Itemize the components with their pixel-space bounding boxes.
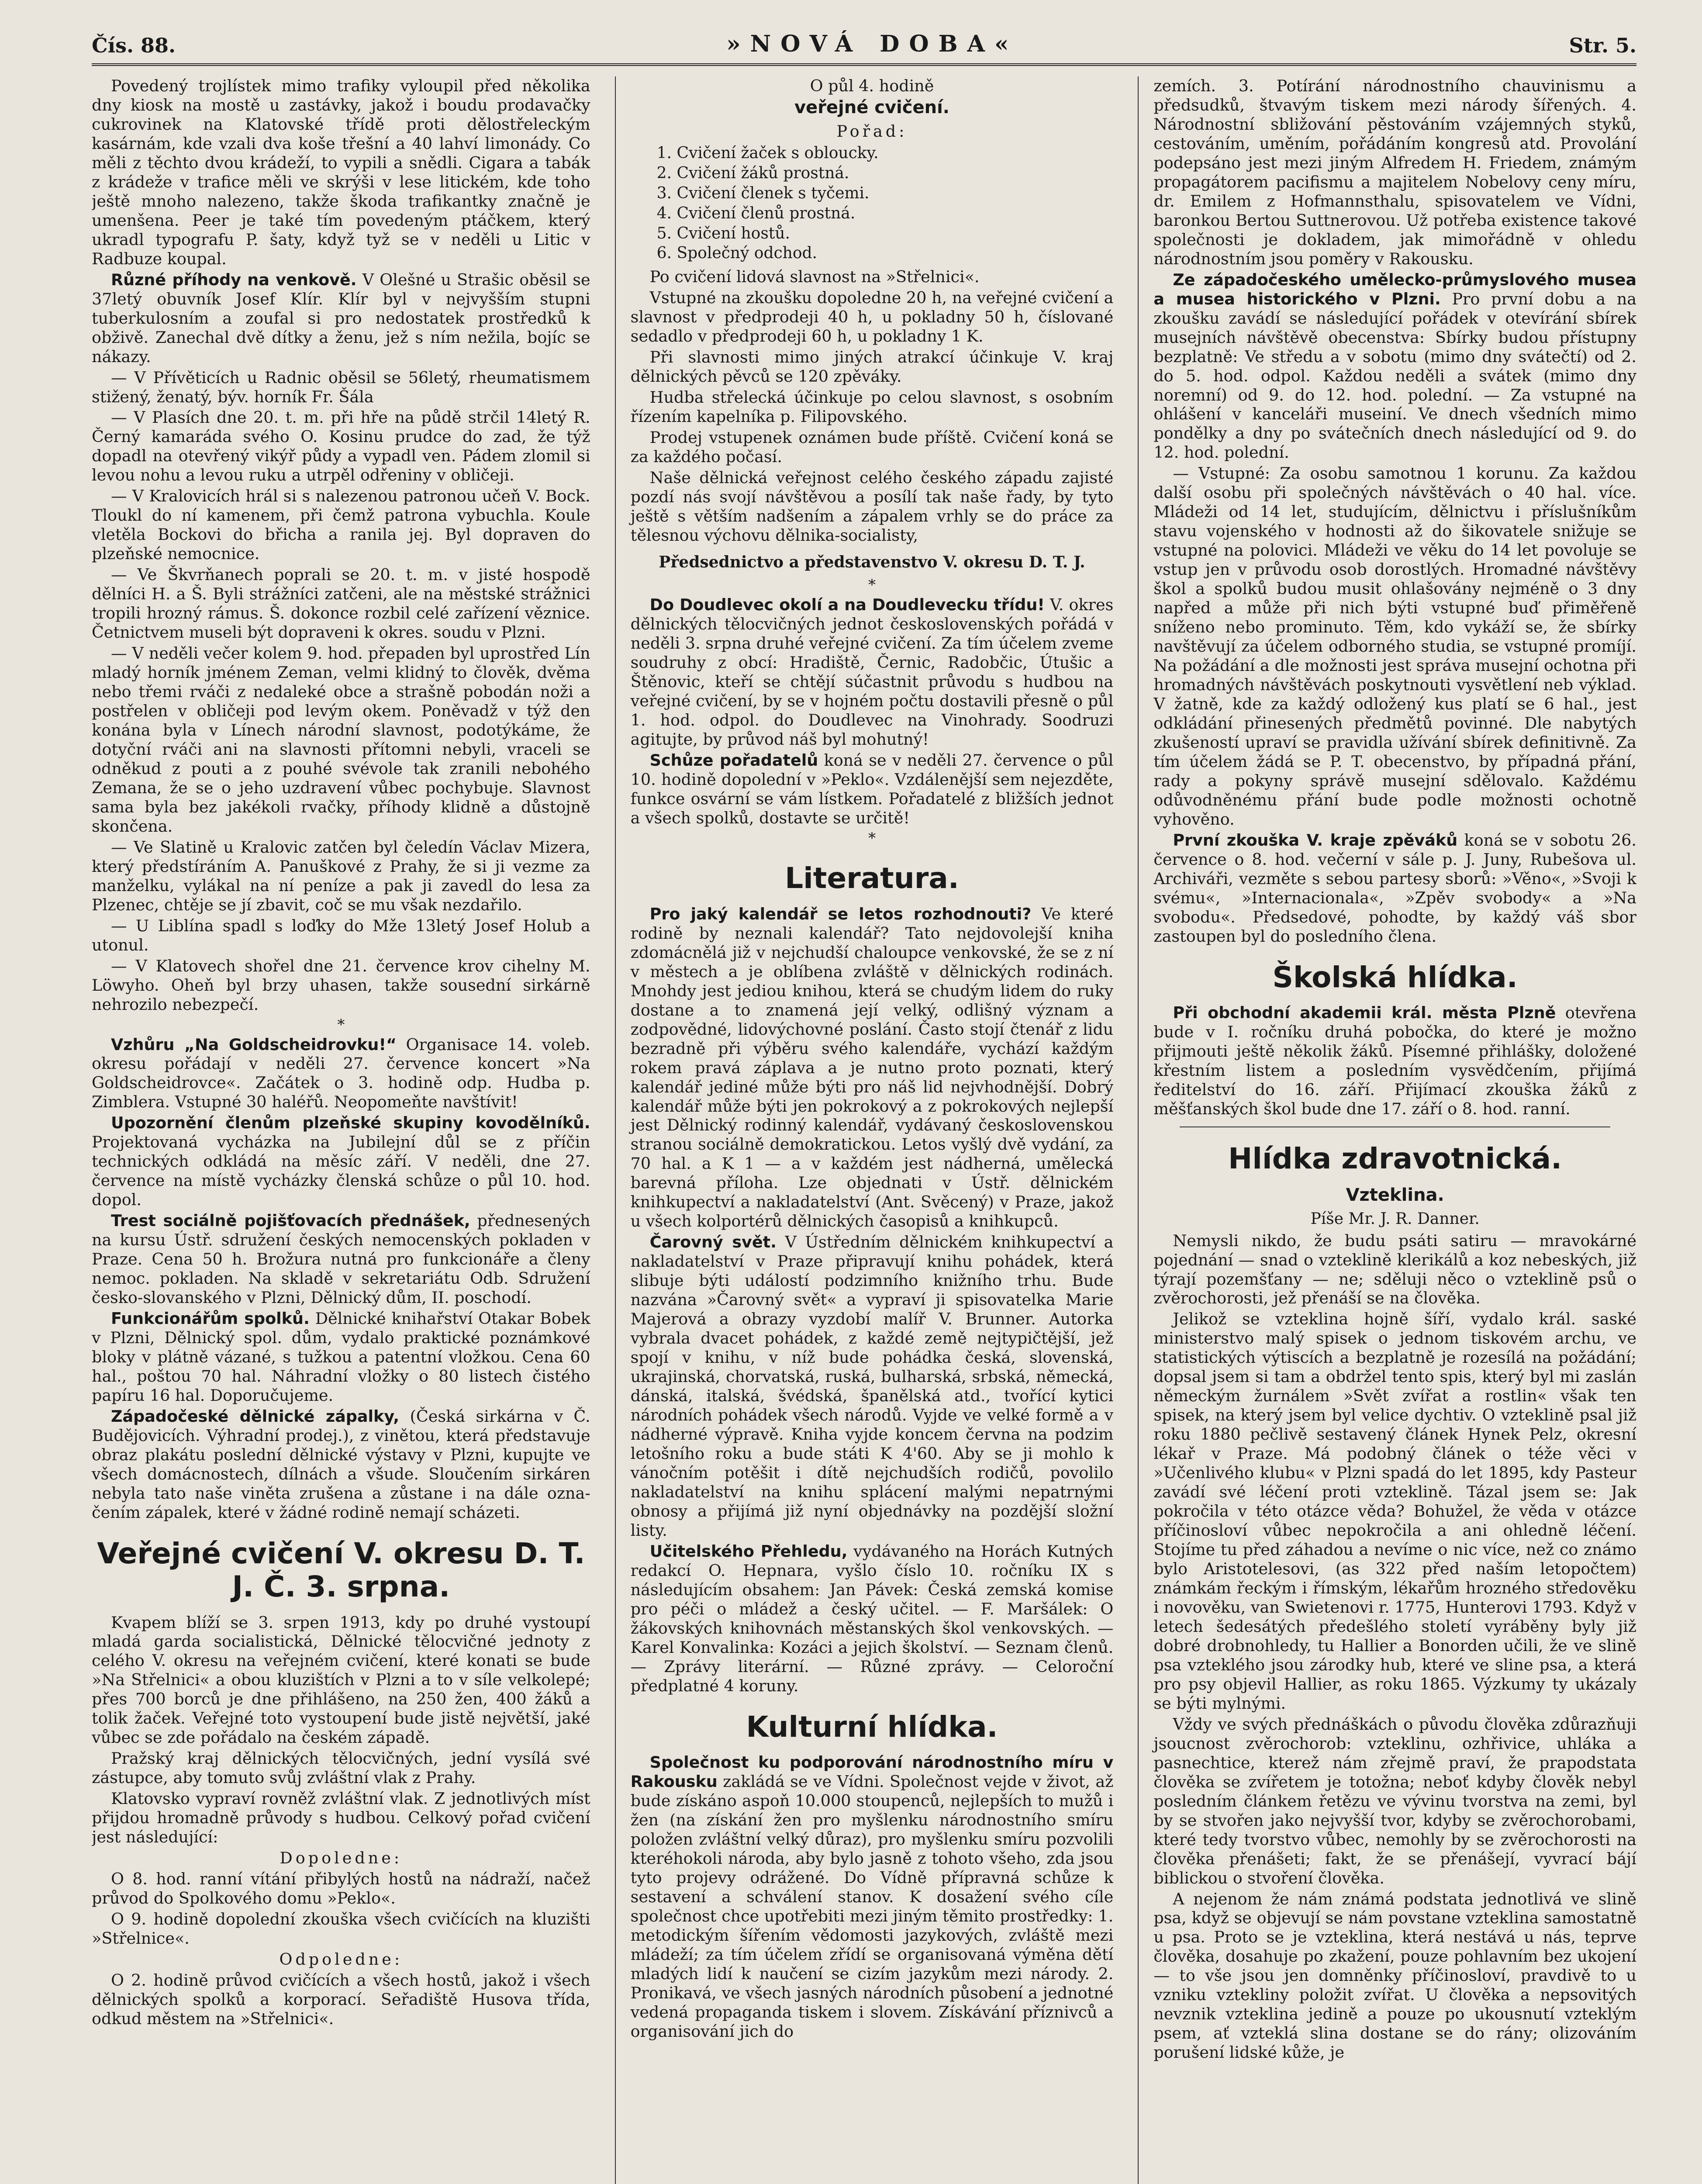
list-item: 1. Cvičení žaček s obloucky.	[656, 144, 879, 162]
paragraph: — V Klatovech shořel dne 21. července krov cihelny M. Löwyho. Oheň byl brzy uhasen, takže sousední sirkárně nehrozilo nebezpečí.	[92, 956, 590, 1014]
separator-star: *	[868, 576, 876, 594]
paragraph: O 8. hod. ranní vítání přibylých hostů na nádraží, načež průvod do Spolkového domu »Peklo«.	[92, 1870, 590, 1908]
paragraph: Pražský kraj dělnických tělocvičných, jední vysílá své zástupce, aby tomuto svůj zvláštní vlak z Prahy.	[92, 1749, 590, 1787]
paragraph: — V neděli večer kolem 9. hod. přepaden byl uprostřed Lín mladý horník jménem Zeman, velmi klidný to člověk, dvěma nebo třemi rváči z nedaleké obce a strašně pobodán noži a postřelen v obličeji pod levým okem. Poněvadž v týž den konána byla v Línech národní slavnost, podotýkáme, že dotyční rváči ani na slavnosti přítomni nebyli, vraceli se odněkud z pouti a z pouhé svévole tak zranili nebohého Zemana, že se o jeho uzdravení vůbec pochybuje. Slavnost sama byla bez jakékoli rvačky, příhody klidně a důstojně skončena.	[92, 644, 590, 836]
runin-heading: Do Doudlevec okolí a na Doudlevecku třídu!	[649, 595, 1045, 615]
paragraph: Jelikož se vzteklina hojně šíří, vydalo král. saské ministerstvo malý spisek o jednom tiskovém archu, ve statistických výtiscích a bezplatně je rozesílá na požádání; dopsal jsem si tam a obdržel tento spis, který byl mi zaslán německým žurnálem »Svět zvířat a rostlin« však ten spisek, na který jsem byl velice dychtiv. O vzteklině psal již roku 1880 pečlivě sestavený článek Hynek Pelz, okresní lékař v Praze. Má podobný článek o téže věci v »Učenlivého klubu« v Plzni spadá do let 1895, kdy Pasteur zavádí své léčení proti vzteklině. Tázal jsem se: Jak pokročila v této otázce věda? Bohužel, že věda v otázce příčinosloví vůbec nepokročila a ani ohledně léčení. Stojíme tu před záhadou a nevíme o nic více, než co známo bylo Aristotelesovi, (as 322 před naším letopočtem) známkám řeckým i římským, lékařům hrozného středověku i novověku, van Swietenovi r. 1775, Hunterovi 1793. Když v letech šedesátých předešlého století vyráběny byly již dobré drobnohledy, tu Hallier a Bonorden učili, že ve slině psa vzteklého jsou zárodky hub, které ve sline psa, a která pro psy objevil Hallier, as roku 1865. Výzkumy ty ukázaly se býti mylnými.	[1153, 1310, 1636, 1713]
page-header	[92, 31, 1636, 66]
subheading: Dopoledne:	[280, 1849, 403, 1868]
paragraph: Naše dělnická veřejnost celého českého západu zajisté pozdí nás svojí návštěvou a posílí tak naše řady, by tyto ještě s větším nadšením a zápalem vrhly se do práce za tělesnou výchovu dělnika-socialisty,	[630, 468, 1114, 545]
separator-star: *	[337, 1016, 345, 1033]
paragraph: Při obchodní akademii král. města Plzně otevřena bude v I. ročníku druhá pobočka, do které je možno přijmouti ještě několik žáků. Písemné přihlášky, doložené křestním listem a posledním vysvědčením, přijímá ředitelství do 16. září. Přijímací zkouška žáků z měšťanských škol bude dne 17. září o 8. hod. ranní.	[1153, 1003, 1636, 1119]
runin-heading: Vzhůru „Na Goldscheidrovku!“	[111, 1035, 397, 1054]
column-1	[92, 76, 590, 2184]
runin-heading: Učitelského Přehledu,	[649, 1541, 848, 1561]
paragraph: — V Přívěticích u Radnic oběsil se 56letý, rheumatismem stižený, ženatý, býv. horník Fr. Šála	[92, 368, 590, 406]
paragraph: Kvapem blíží se 3. srpen 1913, kdy po druhé vystoupí mladá garda socialistická, Dělnické tělocvičné jednoty z celého V. okresu na veřejném cvičení, které konati se bude »Na Střelnici« a obou kluzištích v Plzni a to v síle velkolepé; přes 700 borců je dne přihlášeno, na 250 žen, 400 žáků a tolik žaček. Veřejné toto vystoupení bude jistě největší, jaké vůbec se zde pořádalo na českém západě.	[92, 1613, 590, 1747]
paragraph: Hudba střelecká účinkuje po celou slavnost, s osobním řízením kapelníka p. Filipovského.	[630, 388, 1114, 426]
column-3	[1138, 76, 1636, 2184]
list-item: 5. Cvičení hostů.	[656, 224, 790, 242]
runin-heading: Různé příhody na venkově.	[111, 270, 357, 289]
subheading: Pořad:	[836, 121, 908, 141]
paragraph: Společnost ku podporování národnostního míru v Rakousku zakládá se ve Vídni. Společnost vejde v život, až bude získáno aspoň 10.000 stoupenců, nejlepších to mužů i žen (na získání žen pro myšlenku národnostního smíru položen zvláštní velký důraz), pro myšlenku smíru pozvolili kteréhokoli národa, aby bylo jasně z tohoto všeho, zda jsou tyto projevy odrážené. Do Vídně přípravná schůze k sestavení a schválení stanov. K dosažení svého cíle společnost chce upotřebiti mezi jiným těmito prostředky: 1. metodickým šířením vědomosti jazykových, zvláště mezi mládeží; za tím účelem zřídí se organisovaná výměna dětí mladých lidí k naučení se cizím jazykům mezi národy. 2. Pronikavá, ve všech jasných národních působení a jednotné vedená propaganda tiskem i slovem. Získávání příznivců a organisování jich do	[630, 1753, 1114, 2041]
paragraph: A nejenom že nám známá podstata jednotlivá ve slině psa, když se objevují se nám povstane vzteklina samostatně u psa. Proto se je vzteklina, která nestává u nás, teprve člověka, dosahuje po zkažení, pouze pohlavním bez ukojení — to vše jsou jen domněnky příčinosloví, pravdivě to u vzniku vztekliny položit zvířat. U člověka a nepsovitých nevznik vzteklina jedině a pouze po ukousnutí vzteklým psem, ať vzteklá slina dostane se do rány; olizováním porušení lidské kůže, je	[1153, 1889, 1636, 2062]
section-heading: Veřejné cvičení V. okresu D. T. J. Č. 3. srpna.	[97, 1536, 585, 1603]
signature: Předsednictvo a představenstvo V. okresu D. T. J.	[659, 553, 1085, 571]
runin-heading: Pro jaký kalendář se letos rozhodnouti?	[649, 904, 1032, 923]
paragraph: zemích. 3. Potírání národnostního chauvinismu a předsudků, štvavým tiskem mezi národy šířených. 4. Národnostní sbližování pěstováním vzájemných styků, cestováním, uměním, pořádáním kongresů atd. Provolání podepsáno jest mezi jiným Alfredem H. Friedem, známým propagátorem pacifismu a majitelem Nobelovy ceny míru, dr. Emilem z Hofmannsthalu, spisovatelem ve Vídni, baronkou Bertou Suttnerovou. Už potřeba existence takové společnosti je dokladem, jak mimořádně v ohledu národnostním jsou poměry v Rakousku.	[1153, 76, 1636, 268]
masthead-title: »NOVÁ DOBA«	[726, 31, 1018, 57]
list-item: 2. Cvičení žáků prostná.	[656, 164, 849, 182]
paragraph: — Vstupné: Za osobu samotnou 1 korunu. Za každou další osobu při společných návštěvách o 40 hal. více. Mládeži od 14 let, studujícím, dělnictvu i příslušníkům stavu vojenského v hodnosti až do šikovatele snižuje se vstupné na polovici. Mládeži ve věku do 14 let povoluje se vstup jen v průvodu osob dorostlých. Hromadné návštěvy škol a spolků budou musit ohlašovány nejméně o 3 dny napřed a může při nich býti vstupné buď přiměřeně sníženo nebo prominuto. Těm, kdo vykáží se, že sbírky navštěvují za účelem odborného studia, se vstupné promíjí. Na požádání a dle možnosti jest správa musejní ochotna při hromadných návštěvách poskytnouti vysvětlení neb výklad. V žatně, kde za každý odložený kus platí se 6 hal., jest odkládání přinesených předmětů povinné. Dle nabytých zkušeností upraví se pravidla užívání sbírek definitivně. Za tím účelem žádá se P. T. obecenstvo, by případná přání, rady a pokyny správě musejní sdělovalo. Každému odůvodněnému přání bude podle možnosti ochotně vyhověno.	[1153, 464, 1636, 829]
paragraph: Nemysli nikdo, že budu psáti satiru — mravokárné pojednání — snad o vzteklině klerikálů a koz nebeských, již týrají pozemšťany — ne; sděluji něco o vzteklině psů o zvěrochorosti, jež přenáší se na člověka.	[1153, 1231, 1636, 1308]
paragraph: Schůze pořadatelů koná se v neděli 27. července o půl 10. hodině dopolední v »Peklo«. Vzdálenější sem nejezděte, funkce osvární se vám lístkem. Pořadatelé z bližších jednot a všech spolků, dostavte se určitě!	[630, 751, 1114, 827]
paragraph: O 9. hodině dopolední zkouška všech cvičících na kluzišti »Střelnice«.	[92, 1910, 590, 1948]
paragraph: Funkcionářům spolků. Dělnické knihařství Otakar Bobek v Plzni, Dělnický spol. dům, vydalo praktické poznámkové bloky v plátně vázané, s tužkou a patentní vložkou. Cena 60 hal., poštou 70 hal. Náhradní vložky o 80 listech čistého papíru 16 hal. Doporučujeme.	[92, 1309, 590, 1405]
paragraph: Při slavnosti mimo jiných atrakcí účinkuje V. kraj dělnických pěvců se 120 zpěváky.	[630, 348, 1114, 386]
column-2	[615, 76, 1114, 2184]
program-list	[657, 144, 1114, 263]
paragraph: První zkouška V. kraje zpěváků koná se v sobotu 26. července o 8. hod. večerní v sále p. J. Juny, Rubešova ul. Archiváři, vezměte s sebou partesy sborů: »Věno«, »Svoji k svému«, »Internacionala«, »Zpěv svobody« a »Na svobodu«. Předsedové, pohodte, by každý váš sbor zastoupen byl do posledního člena.	[1153, 830, 1636, 946]
section-heading: Školská hlídka.	[1272, 960, 1518, 994]
paragraph: O půl 4. hodině	[810, 76, 934, 95]
paragraph: Povedený trojlístek mimo trafiky vyloupil před několika dny kiosk na mostě u zastávky, jakož i boudu prodavačky cukrovinek na Klatovské třídě proti dělostřeleckým kasárnám, kde vzali dva koše třešní a 40 lahví limonády. Co měli z těchto dvou krádeží, to vypili a snědli. Cigara a tabák z krádeže v trafice měli ve skrýši v lese litickém, kde toho ještě mnoho nalezeno, takže škoda trafikantky značně je umenšena. Peer je také tím povedeným ptáčkem, který ukradl typografu P. šaty, když tyž se v neděli u Litic v Radbuze koupal.	[92, 76, 590, 268]
runin-heading: Upozornění členům plzeňské skupiny kovodělníků.	[111, 1113, 590, 1133]
paragraph: — U Liblína spadl s loďky do Mže 13letý Josef Holub a utonul.	[92, 916, 590, 954]
runin-heading: Západočeské dělnické zápalky,	[111, 1406, 400, 1426]
section-heading: Hlídka zdravotnická.	[1228, 1142, 1562, 1176]
issue-number: Čís. 88.	[92, 34, 176, 57]
runin-heading: Společnost ku podporování národnostního míru v Rakousku	[630, 1753, 1114, 1791]
runin-heading: Čarovný svět.	[649, 1233, 777, 1252]
paragraph: Pro jaký kalendář se letos rozhodnouti? Ve které rodině by neznali kalendář? Tato nejdovolejší kniha zdomácnělá již v nejchudší chaloupce venkovské, že se z ní v městech a je oblíbena zvláště v dělnických rodinách. Mnohdy jest jediou knihou, která se chudým lidem do ruky dostane a to znamená její velký, odlišný význam a zodpovědné, lidovýchovné poslání. Často stojí čtenář z lidu bezradně při výběru svého kalendáře, vychází každým rokem pravá záplava a je nutno proto poznati, který kalendář jediné může býti pro náš lid nejvhodnější. Dobrý kalendář může býti jen pokrokový a z pokrokových nejlepší jest Dělnický rodinný kalendář, vydávaný československou stranou sociálně demokratickou. Letos vyšlý dvě vydání, za 70 hal. a K 1 — a v každém jest nádherná, umělecká barevná příloha. Lze objednati v Ústř. dělnickém knihkupectví a nakladatelství (Ant. Svěcený) v Praze, jakož u všech kolportérů dělnických časopisů a knihkupců.	[630, 904, 1114, 1231]
paragraph: Vstupné na zkoušku dopoledne 20 h, na veřejné cvičení a slavnost v předprodeji 40 h, u pokladny 50 h, číslované sedadlo v předprodeji 60 h, u pokladny 1 K.	[630, 288, 1114, 346]
paragraph: Upozornění členům plzeňské skupiny kovodělníků. Projektovaná vycházka na Jubilejní důl se z příčin technických odkládá na měsíc září. V neděli, dne 27. července na místě vycházky členská schůze o půl 10. hod. dopol.	[92, 1113, 590, 1209]
paragraph: — V Kralovicích hrál si s nalezenou patronou učeň V. Bock. Tloukl do ní kamenem, při čemž patrona vybuchla. Koule vletěla Bockovi do břicha a ranila jej. Byl dopraven do plzeňské nemocnice.	[92, 487, 590, 563]
paragraph: Po cvičení lidová slavnost na »Střelnici«.	[649, 267, 980, 287]
paragraph: — Ve Slatině u Kralovic zatčen byl čeledín Václav Mizera, který předstíráním A. Panuškové z Prahy, že si ji vezme za manželku, vylákal na ní peníze a pak ji zavedl do lesa za Plzenec, chtěje se jí zbavit, coč se mu však nezdařilo.	[92, 837, 590, 914]
runin-heading: Funkcionářům spolků.	[111, 1309, 310, 1328]
paragraph: Trest sociálně pojišťovacích přednášek, přednesených na kursu Ústř. sdružení českých nemocenských pokladen v Praze. Cena 50 h. Brožura nutná pro funkcionáře a členy nemoc. pokladen. Na skladě v sekretariátu Odb. Sdružení česko-slovanského v Plzni, Dělnický dům, II. poschodí.	[92, 1211, 590, 1307]
paragraph: Západočeské dělnické zápalky, (Česká sirkárna v Č. Budějovicích. Výhradní prodej.), z vinětou, která představuje obraz plakátu poslední dělnické výstavy v Plzni, kupujte ve všech domácnostech, dílnách a všude. Sloučením sirkáren nebyla tato naše viněta zrušena a zůstane i na dále ozna- čením zápalek, které v žádné rodině nemají scházeti.	[92, 1406, 590, 1522]
section-heading: Kulturní hlídka.	[746, 1710, 998, 1744]
paragraph: O 2. hodině průvod cvičících a všech hostů, jakož i všech dělnických spolků a korporací. Seřadiště Husova třída, odkud městem na »Střelnici«.	[92, 1970, 590, 2028]
paragraph: — Ve Škvrňanech poprali se 20. t. m. v jisté hospodě dělníci H. a Š. Byli strážníci zatčeni, ale na městské strážnici tropili hrozný rámus. Š. dokonce rozbil celé zařízení věznice. Četnictvem museli být dopraveni k okres. soudu v Plzni.	[92, 565, 590, 642]
subheading: Odpoledne:	[279, 1949, 403, 1969]
byline: Píše Mr. J. R. Danner.	[1310, 1210, 1480, 1228]
list-item: 3. Cvičení členek s tyčemi.	[656, 184, 870, 202]
columns	[92, 76, 1636, 2184]
paragraph: Různé příhody na venkově. V Olešné u Strašic oběsil se 37letý obuvník Josef Klír. Klír byl v nejvyšším stupni tuberkulosním a zoufal si pro nedostatek prostředků k obživě. Zanechal dvě dítky a ženu, jež s ním nežila, bojíc se nákazy.	[92, 270, 590, 366]
list-item: 4. Cvičení členů prostná.	[656, 204, 856, 222]
list-item: 6. Společný odchod.	[656, 244, 818, 263]
subheading: Vzteklina.	[1346, 1185, 1444, 1206]
paragraph: Čarovný svět. V Ústředním dělnickém knihkupectví a nakladatelství v Praze připravují knihu pohádek, která slibuje býti událostí podzimního knižního trhu. Bude nazvána »Čarovný svět« a vypraví ji spisovatelka Marie Majerová a obrazy vyzdobí malíř V. Brunner. Autorka vybrala dvacet pohádek, z každé země nejtypičtější, jež spojí v knihu, v níž bude pohádka česká, slovenská, ukrajinská, chorvatská, ruská, bulharská, srbská, německá, dánská, italská, švédská, španělská atd., tvořící kytici národních pohádek všech národů. Vyjde ve velké formě a v nádherné výpravě. Kniha vyjde koncem června na podzim letošního roku a bude státi K 4'60. Aby se ji mohlo k vánočním potěšit i dítě nejchudších rodičů, povolilo nakladatelství na knihu splácení malými nepatrnými obnosy a přijímá již nyní objednávky na pozdější složní listy.	[630, 1233, 1114, 1540]
page-number: Str. 5.	[1569, 34, 1636, 57]
paragraph: Do Doudlevec okolí a na Doudlevecku třídu! V. okres dělnických tělocvičných jednot československých pořádá v neděli 3. srpna druhé veřejné cvičení. Za tím účelem zveme soudruhy z obcí: Hradiště, Černic, Radobčic, Útušic a Štěnovic, kteří se chtějí súčastnit průvodu s hudbou na veřejné cvičení, by se v hojném počtu dostavili přesně o půl 1. hod. odpol. do Doudlevec na Vinohrady. Soodruzi agitujte, by průvod náš byl mohutný!	[630, 595, 1114, 749]
runin-heading: Ze západočeského umělecko-průmyslového musea a musea historického v Plzni.	[1153, 270, 1636, 308]
runin-heading: Při obchodní akademii král. města Plzně	[1173, 1003, 1556, 1023]
paragraph: Klatovsko vypraví rovněž zvláštní vlak. Z jednotlivých míst přijdou hromadně průvody s hudbou. Celkový pořad cvičení jest následující:	[92, 1789, 590, 1847]
paragraph: Ze západočeského umělecko-průmyslového musea a musea historického v Plzni. Pro první dobu a na zkoušku zavádí se následující pořádek v otevírání sbírek musejních návštěvě obecenstva: Sbírky budou přístupny bezplatně: Ve středu a v sobotu (mimo dny svátečtí) od 2. do 5. hod. odpol. Každou neděli a svátek (mimo dny noremní) od 9. do 12. hod. polední. — Za vstupné na ohlášení v kanceláři museiní. Ve dnech všedních mimo pondělky a dny po svátečních dnech následující od 9. do 12. hod. polední.	[1153, 270, 1636, 462]
subheading: veřejné cvičení.	[794, 97, 949, 117]
runin-heading: Trest sociálně pojišťovacích přednášek,	[111, 1211, 470, 1230]
separator-star: *	[868, 829, 876, 847]
paragraph: — V Plasích dne 20. t. m. při hře na půdě strčil 14letý R. Černý kamaráda svého O. Kosinu prudce do zad, že týž dopadl na otevřený vikýř půdy a vypadl ven. Pádem zlomil si levou nohu a levou ruku a utrpěl odřeniny v obličeji.	[92, 408, 590, 485]
paragraph: Vzhůru „Na Goldscheidrovku!“ Organisace 14. voleb. okresu pořádají v neděli 27. července koncert »Na Goldscheidrovce«. Začátek o 3. hodině odp. Hudba p. Zimblera. Vstupné 30 haléřů. Neopomeňte navštívit!	[92, 1035, 590, 1112]
paragraph: Prodej vstupenek oznámen bude příště. Cvičení koná se za každého počasí.	[630, 428, 1114, 467]
section-heading: Literatura.	[785, 861, 959, 895]
paragraph: Vždy ve svých přednáškách o původu člověka zdůrazňuji jsoucnost zvěrochorob: vzteklinu, ozhřivice, uhláka a pasnechtice, kterež nám zřejmě praví, že prapodstata člověka se zvířetem je totožna; neboť kdyby člověk nebyl posledním článkem řetězu ve vývinu tvorstva na zemi, byl by se stvořen jako nejvyšší tvor, kdyby se zvěrochorobami, které tedy tvorstvo vůbec, nemohly by se zvěrochorosti na člověka přenášeti; fakt, že se přenášejí, vyvrací bájí biblickou o stvoření člověka.	[1153, 1714, 1636, 1887]
paragraph: Učitelského Přehledu, vydávaného na Horách Kutných redakcí O. Hepnara, vyšlo číslo 10. ročníku IX s následujícím obsahem: Jan Pávek: Česká zemská komise pro péči o mládež a český učitel. — F. Maršálek: O žákovských knihovnách městanských škol venkovských. — Karel Konvalinka: Kozáci a jejich školství. — Seznam členů. — Zprávy literární. — Různé zprávy. — Celoroční předplatné 4 koruny.	[630, 1541, 1114, 1695]
runin-heading: Schůze pořadatelů	[649, 751, 818, 770]
runin-heading: První zkouška V. kraje zpěváků	[1173, 830, 1458, 850]
